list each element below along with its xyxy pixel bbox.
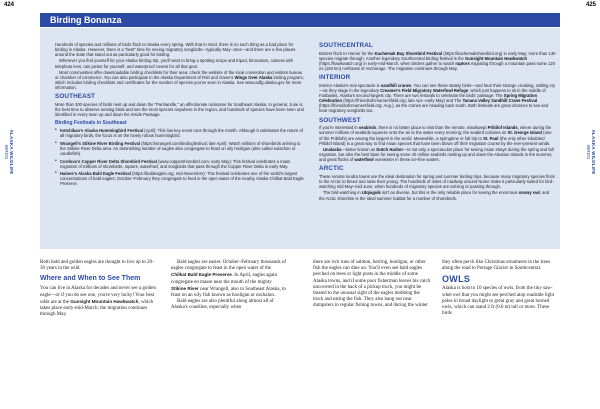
body-column-4 (442, 260, 558, 317)
feature-box (40, 28, 560, 249)
side-tab-title: ALASKA WILDLIFE (9, 129, 14, 175)
section-heading-southwest: SOUTHWEST (319, 116, 361, 124)
section-heading-southcentral: SOUTHCENTRAL (319, 42, 373, 49)
interior-text: Interior Alaska's real spectacle is sandhill cranes. You can see these stately birds—and hear their strange croaking, rattling cry—as they stage in the legendary Creamer's Field Migratory Waterfowl Refuge, which just happens to sit in the middle of Fairbanks, Alaska's second-largest city. There are two festivals to celebrate the birds' passage: The Spring Migration Celebration (https://friendsofcreamersfield.org; late Apr.–early May) and The Tanana Valley Sandhill Crane Festival (https://friendsofcreamersfield.org; Aug.), as the cranes are heading back south. Both festivals are great chances to see and hear migratory songbirds too. (319, 82, 556, 114)
southwest-text-2: Unalaska—better known as Dutch Harbor—is not only a spectacular place for seeing Asian strays during the spring and fall migration, but also the best base for seeing some 40 million seabirds nesting up and down the Aleutian Islands in the summer, and great flocks of waterfowl overwinter in these ice-free waters. (319, 146, 554, 163)
feature-title-bar (40, 13, 560, 27)
side-tab-subtitle: BIRDS (4, 144, 9, 160)
festival-item: • Ketchikan's Alaska Hummingbird Festival (April): This low-key event runs through the month. Although it celebrates the return of all migratory birds, the focus is on the lovely rufous hummingbird. (55, 128, 304, 138)
feature-checklist-paragraph: Most communities offer downloadable birding checklists for their area: check the website of the local convention and visitors bureau or chamber of commerce. You can also participate in the Alaska Department of Fish and Game's Wings Over Alaska birding program, which includes birding checklists and certificates for the number of species you've seen in Alaska. See www.adfg.alaska.gov for more information. (55, 69, 304, 91)
section-heading-where-when: Where and When to See Them (40, 275, 141, 283)
feature-intro: Hundreds of species and millions of birds flock to Alaska every spring. With that in mind, there is no such thing as a bad place for birding in Alaska. However, there is a "best" time for seeing migratory songbirds—typically May–June—and there are a few places around the state that stand out as particularly good for birding. (55, 42, 296, 58)
body-column-3 (313, 260, 431, 310)
body-paragraph: there are rich runs of salmon, herring, hooligan, or other fish the eagles can dine on. You'll even see bald eagles perched on trees or light posts in the middle of some Alaska towns, and if some poor fisherman leaves his catch uncovered in the back of a pickup truck, you might be treated to the unusual sight of the eagles mobbing the truck and eating the fish. They also hang out near dumpsters in regular fishing towns, and during the winter (313, 260, 431, 309)
section-heading-southeast: SOUTHEAST (55, 93, 96, 101)
festival-item: • Haines's Alaska Bald Eagle Festival (https://baldeagles.org; mid-November): This festival celebrates one of the world's largest concentrations of bald eagles; October–February they congregate to feed in the open water of the nearby Alaska Chilkat Bald Eagle Preserve. (55, 171, 304, 186)
body-column-2 (171, 260, 287, 312)
body-paragraph: Bald eagles are also plentiful along almost all of Alaska's coastline, especially when (171, 299, 274, 311)
side-tab-right (586, 122, 596, 182)
feature-column-left (55, 42, 304, 189)
section-heading-interior: INTERIOR (319, 74, 351, 82)
festival-item: • Wrangell's Stikine River Birding Festival (https://wrangell.com/birdingfestival; late April): Watch millions of shorebirds arriving to the Stikine River Delta area. An astonishing number of eagles also congregate to feast on oily hooligan (also called eulachon or candlefish). (55, 141, 304, 156)
festival-item: • Cordova's Copper River Delta Shorebird Festival (www.coppershorebird.com; early May): This festival celebrates a mass migration of millions of shorebirds, raptors, waterfowl, and songbirds that pass through the Copper River Delta in early May. (55, 159, 304, 169)
page-number-right: 425 (585, 2, 596, 8)
body-paragraph: they often perch like Christmas ornaments in the trees along the road to Portage Glacier in Southcentral. (442, 260, 551, 272)
southcentral-text: Birders flock to Homer for the Kachemak Bay Shorebird Festival (https://kachemakshorebird.org) in early May; more than 130 species migrate through. Another legendary Southcentral birding festival is the Gunsight Mountain Hawkwatch (https://hawkwatch.org) in early-mid-March, when birders gather to watch raptors migrating through a mountain pass some 120 mi (193 km) northeast of Anchorage. The migration continues through May. (319, 50, 556, 72)
feature-title: Birding Bonanza (50, 15, 122, 25)
section-heading-owls: OWLS (442, 274, 471, 285)
festival-list (55, 128, 304, 186)
body-column-1 (40, 260, 158, 318)
arctic-text-2: The bird-watching in Utqiagvik isn't as diverse, but this is the only reliable place for seeing the enormous snowy owl, and the Arctic shoreline is the ideal summer habitat for a number of shorebirds. (319, 190, 550, 201)
southwest-text: If you're interested in seabirds, there is no better place to visit than the remote, windswept Pribilof Islands, where during the summer millions of seabirds squeeze onto the air or the water every morning; the seabird colonies on St. George Island (one of the Pribilofs) are among the largest in the world. Meanwhile, a springtime or fall trip to St. Paul (the only other inhabited Pribilof Island) is a great way to find Asian species that have been blown off their migration course by the ever-present winds. (319, 125, 552, 146)
section-heading-arctic: ARCTIC (319, 165, 344, 173)
page-number-left: 424 (4, 2, 15, 8)
side-tab-left (4, 122, 14, 182)
body-paragraph: Both bald and golden eagles are thought to live up to 20–30 years in the wild. (40, 260, 155, 272)
side-tab-title: ALASKA WILDLIFE (591, 129, 596, 175)
body-paragraph: You can live in Alaska for decades and never see a golden eagle—or if you do see one, you're very lucky! Your best odds are at the Gunsight Mountain Hawkwatch, which takes place early-mid-March; the migration continues through May. (40, 286, 156, 318)
body-paragraph: Bald eagles are easier. October–February thousands of eagles congregate to feast in the open water of the Chilkat Bald Eagle Preserve. In April, eagles again congregate en masse near the mouth of the mighty Stikine River near Wrangell, also in Southeast Alaska, to feast on an oily fish known as hooligan or eachalon. (171, 260, 286, 299)
feature-gear-paragraph: Wherever you find yourself for your Alaska birding trip, you'll want to bring a spotting scope and tripod, binoculars, camera with telephoto lens, rain jacket for yourself, and waterproof covers for all that gear. (55, 58, 294, 69)
arctic-text: These remote tundra towns are the ideal destination for spring and summer birding trips, because many migratory species flock to the Arctic to breed and raise their young. The hundreds of miles of roadway around Nome make it particularly suited for bird-watching mid-May–mid-June, when hundreds of migratory species are arriving or passing through. (319, 173, 555, 190)
side-tab-subtitle: BIRDS (586, 144, 591, 160)
body-paragraph: Alaska is host to 10 species of owls, from the tiny saw-whet owl that you might see perched atop roadside light poles in broad daylight to great gray and great horned owls, which can stand 2 ft (0.6 m) tall or more. These birds (442, 286, 555, 317)
southeast-text: More than 300 species of birds nest up and down the "Panhandle," an affectionate nickname for Southeast Alaska. In general, June is the best time to observe nesting birds and see the most species anywhere in the region, and hundreds of species have been seen and identified in every town up and down the Inside Passage. (55, 102, 304, 118)
festivals-heading: Birding Festivals in Southeast (55, 120, 127, 127)
feature-column-right (319, 42, 556, 202)
